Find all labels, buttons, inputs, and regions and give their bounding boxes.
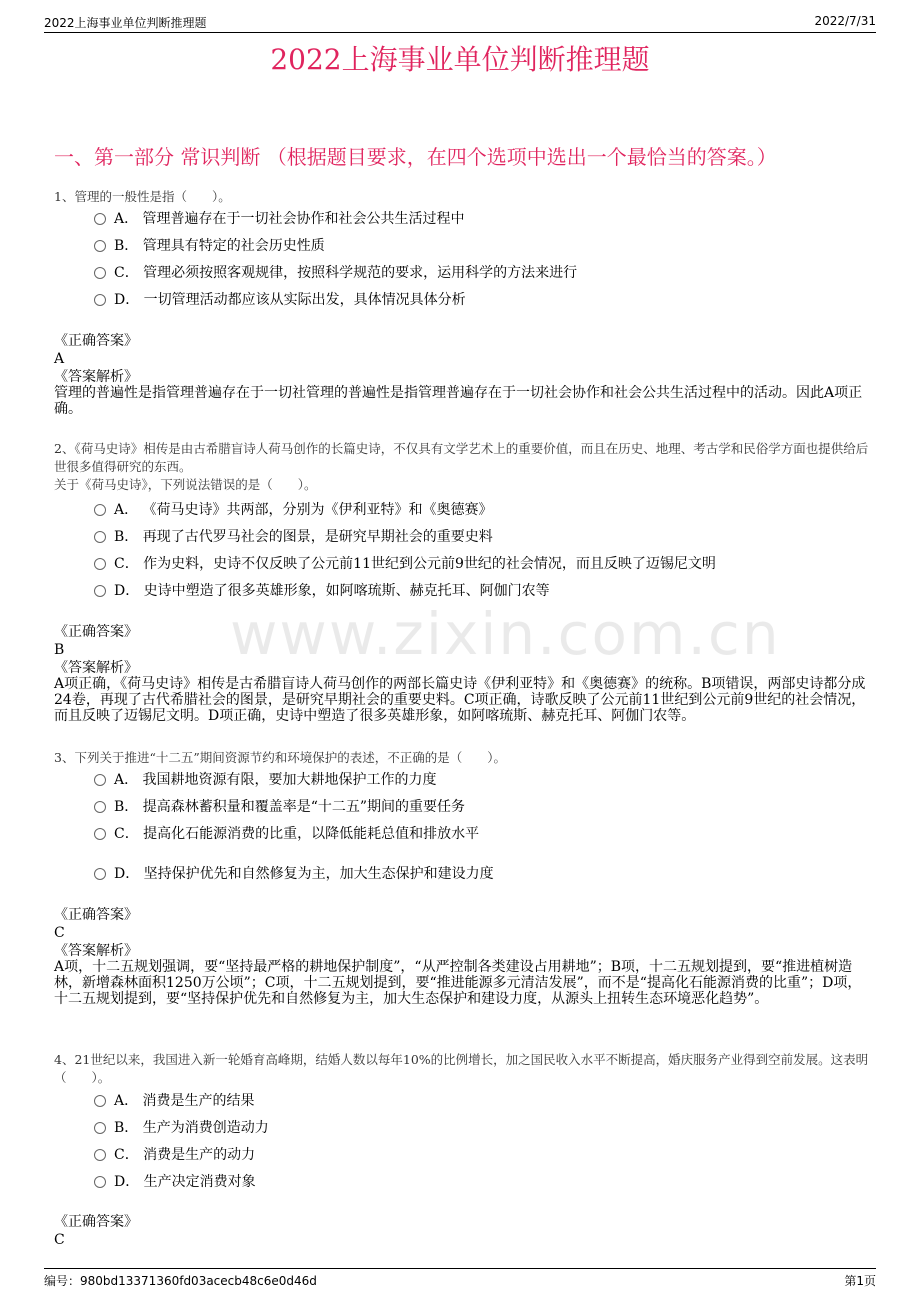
question-2-stem: 2、《荷马史诗》相传是由古希腊盲诗人荷马创作的长篇史诗，不仅具有文学艺术上的重要价值，而且在历史、地理、考古学和民俗学方面也提供给后世很多值得研究的东西。 关于《荷马史诗》，下列说法错误的是（ ）。 bbox=[54, 441, 869, 492]
page-footer bbox=[44, 1268, 876, 1288]
analysis-label: 《答案解析》 bbox=[54, 943, 138, 959]
question-4-stem: 4、21世纪以来，我国进入新一轮婚育高峰期，结婚人数以每年10%的比例增长，加之国民收入水平不断提高，婚庆服务产业得到空前发展。这表明（ ）。 bbox=[54, 1052, 869, 1085]
radio-icon[interactable] bbox=[94, 504, 106, 516]
answer-value: C bbox=[54, 925, 65, 941]
question-4-option-a[interactable]: A． 消费是生产的结果 bbox=[94, 1092, 255, 1110]
radio-icon[interactable] bbox=[94, 585, 106, 597]
question-2-option-c[interactable]: C． 作为史料，史诗不仅反映了公元前11世纪到公元前9世纪的社会情况，而且反映了迈锡尼文明 bbox=[94, 555, 716, 573]
answer-value: C bbox=[54, 1232, 65, 1248]
question-3-option-d[interactable]: D． 坚持保护优先和自然修复为主，加大生态保护和建设力度 bbox=[94, 865, 494, 883]
analysis-text: A项，十二五规划强调，要“坚持最严格的耕地保护制度”，“从严控制各类建设占用耕地”；B项，十二五规划提到，要“推进植树造林，新增森林面积1250万公顷”；C项，十二五规划提到，要“推进能源多元清洁发展”，而不是“提高化石能源消费的比重”；D项，十二五规划提到，要“坚持保护优先和自然修复为主，加大生态保护和建设力度，从源头上扭转生态环境恶化趋势”。 bbox=[54, 959, 862, 1007]
radio-icon[interactable] bbox=[94, 1176, 106, 1188]
section-heading: 一、第一部分 常识判断 （根据题目要求，在四个选项中选出一个最恰当的答案。） bbox=[54, 145, 777, 169]
question-4-option-c[interactable]: C． 消费是生产的动力 bbox=[94, 1146, 255, 1164]
page-number: 第1页 bbox=[844, 1274, 876, 1288]
question-4-answer-block bbox=[54, 1214, 866, 1248]
radio-icon[interactable] bbox=[94, 1122, 106, 1134]
question-2-answer-block bbox=[54, 624, 866, 724]
question-3-option-a[interactable]: A． 我国耕地资源有限，要加大耕地保护工作的力度 bbox=[94, 771, 437, 789]
radio-icon[interactable] bbox=[94, 558, 106, 570]
question-1-option-d[interactable]: D． 一切管理活动都应该从实际出发，具体情况具体分析 bbox=[94, 291, 466, 309]
radio-icon[interactable] bbox=[94, 294, 106, 306]
analysis-text: 管理的普遍性是指管理普遍存在于一切社管理的普遍性是指管理普遍存在于一切社会协作和社会公共生活过程中的活动。因此A项正确。 bbox=[54, 385, 863, 417]
radio-icon[interactable] bbox=[94, 240, 106, 252]
header-date: 2022/7/31 bbox=[814, 14, 876, 28]
question-3-option-b[interactable]: B． 提高森林蓄积量和覆盖率是“十二五”期间的重要任务 bbox=[94, 798, 465, 816]
document-title: 2022上海事业单位判断推理题 bbox=[270, 43, 650, 76]
radio-icon[interactable] bbox=[94, 267, 106, 279]
analysis-label: 《答案解析》 bbox=[54, 369, 138, 385]
radio-icon[interactable] bbox=[94, 801, 106, 813]
question-2-option-b[interactable]: B． 再现了古代罗马社会的图景，是研究早期社会的重要史料 bbox=[94, 528, 493, 546]
radio-icon[interactable] bbox=[94, 213, 106, 225]
question-1-stem: 1、管理的一般性是指（ ）。 bbox=[54, 189, 231, 204]
radio-icon[interactable] bbox=[94, 1149, 106, 1161]
question-3-answer-block bbox=[54, 907, 866, 1007]
question-2-option-a[interactable]: A． 《荷马史诗》共两部，分别为《伊利亚特》和《奥德赛》 bbox=[94, 501, 493, 519]
analysis-text: A项正确，《荷马史诗》相传是古希腊盲诗人荷马创作的两部长篇史诗《伊利亚特》和《奥德赛》的统称。B项错误，两部史诗都分成24卷，再现了古代希腊社会的图景，是研究早期社会的重要史料。C项正确，诗歌反映了公元前11世纪到公元前9世纪的社会情况，而且反映了迈锡尼文明。D项正确，史诗中塑造了很多英雄形象，如阿喀琉斯、赫克托耳、阿伽门农等。 bbox=[54, 676, 866, 724]
question-3-stem: 3、下列关于推进“十二五”期间资源节约和环境保护的表述，不正确的是（ ）。 bbox=[54, 750, 506, 765]
question-1-option-c[interactable]: C． 管理必须按照客观规律，按照科学规范的要求，运用科学的方法来进行 bbox=[94, 264, 577, 282]
header-doc-name: 2022上海事业单位判断推理题 bbox=[44, 16, 207, 30]
radio-icon[interactable] bbox=[94, 868, 106, 880]
radio-icon[interactable] bbox=[94, 1095, 106, 1107]
answer-label: 《正确答案》 bbox=[54, 1214, 138, 1230]
question-1-option-b[interactable]: B． 管理具有特定的社会历史性质 bbox=[94, 237, 325, 255]
answer-label: 《正确答案》 bbox=[54, 907, 138, 923]
analysis-label: 《答案解析》 bbox=[54, 660, 138, 676]
question-1-answer-block bbox=[54, 333, 866, 417]
document-id: 编号：980bd13371360fd03acecb48c6e0d46d bbox=[44, 1274, 317, 1288]
radio-icon[interactable] bbox=[94, 774, 106, 786]
question-4-option-d[interactable]: D． 生产决定消费对象 bbox=[94, 1173, 256, 1191]
answer-value: B bbox=[54, 642, 65, 658]
page-header bbox=[44, 12, 876, 33]
question-4-option-b[interactable]: B． 生产为消费创造动力 bbox=[94, 1119, 269, 1137]
answer-value: A bbox=[54, 351, 65, 367]
question-3-option-c[interactable]: C． 提高化石能源消费的比重，以降低能耗总值和排放水平 bbox=[94, 825, 479, 843]
watermark: www.zixin.com.cn bbox=[230, 600, 781, 668]
answer-label: 《正确答案》 bbox=[54, 333, 138, 349]
answer-label: 《正确答案》 bbox=[54, 624, 138, 640]
radio-icon[interactable] bbox=[94, 828, 106, 840]
radio-icon[interactable] bbox=[94, 531, 106, 543]
question-1-option-a[interactable]: A． 管理普遍存在于一切社会协作和社会公共生活过程中 bbox=[94, 210, 465, 228]
question-2-option-d[interactable]: D． 史诗中塑造了很多英雄形象，如阿喀琉斯、赫克托耳、阿伽门农等 bbox=[94, 582, 550, 600]
